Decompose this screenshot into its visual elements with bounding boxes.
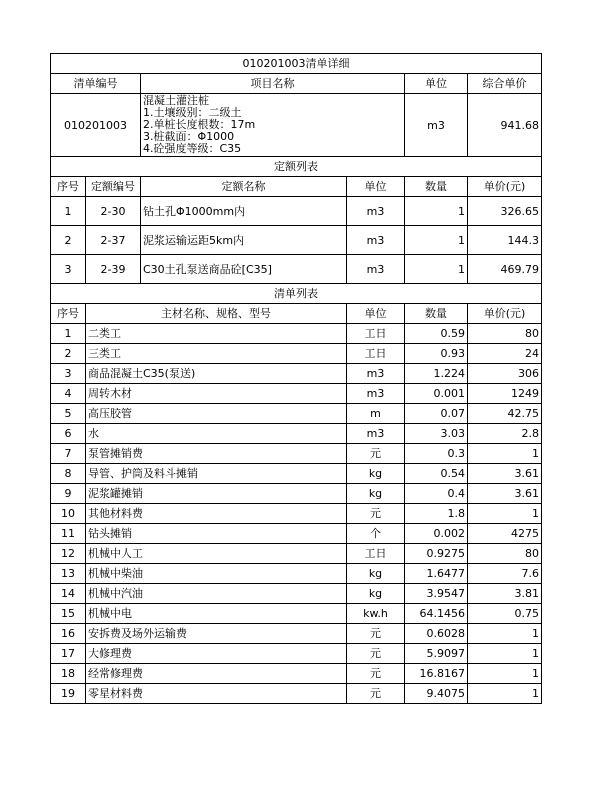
material-name: 高压胶管 <box>86 404 347 424</box>
material-qty: 0.4 <box>405 484 468 504</box>
material-qty: 9.4075 <box>405 684 468 704</box>
material-unit-price: 7.6 <box>468 564 542 584</box>
material-seq: 16 <box>51 624 86 644</box>
item-code: 010201003 <box>51 94 141 157</box>
material-name: 零星材料费 <box>86 684 347 704</box>
material-header-row <box>51 304 542 324</box>
material-unit: 工日 <box>347 324 405 344</box>
material-row <box>51 624 542 644</box>
material-name: 机械中柴油 <box>86 564 347 584</box>
material-name: 泵管摊销费 <box>86 444 347 464</box>
material-seq: 17 <box>51 644 86 664</box>
quota-qty: 1 <box>405 255 468 284</box>
material-seq: 2 <box>51 344 86 364</box>
material-name: 泥浆罐摊销 <box>86 484 347 504</box>
quota-code: 2-37 <box>86 226 141 255</box>
material-unit: m <box>347 404 405 424</box>
material-qty: 0.93 <box>405 344 468 364</box>
quota-name: C30土孔泵送商品砼[C35] <box>141 255 347 284</box>
material-qty: 3.9547 <box>405 584 468 604</box>
material-unit: 元 <box>347 644 405 664</box>
quota-section-title-row <box>51 157 542 177</box>
quota-name: 泥浆运输运距5km内 <box>141 226 347 255</box>
material-name: 机械中汽油 <box>86 584 347 604</box>
bill-header-row <box>51 74 542 94</box>
material-header-qty: 数量 <box>405 304 468 324</box>
material-qty: 0.3 <box>405 444 468 464</box>
quota-unit: m3 <box>347 197 405 226</box>
material-unit-price: 1 <box>468 504 542 524</box>
quota-header-unit-price: 单价(元) <box>468 177 542 197</box>
material-name: 三类工 <box>86 344 347 364</box>
material-unit: kg <box>347 464 405 484</box>
quota-rows <box>51 197 542 284</box>
material-qty: 0.6028 <box>405 624 468 644</box>
item-name-line: 3.桩截面：Φ1000 <box>143 130 235 143</box>
material-unit: 元 <box>347 624 405 644</box>
material-row <box>51 384 542 404</box>
material-row <box>51 644 542 664</box>
quota-unit: m3 <box>347 226 405 255</box>
quota-header-qty: 数量 <box>405 177 468 197</box>
item-price: 941.68 <box>468 94 542 157</box>
material-qty: 5.9097 <box>405 644 468 664</box>
material-row <box>51 544 542 564</box>
material-name: 安拆费及场外运输费 <box>86 624 347 644</box>
quota-code: 2-39 <box>86 255 141 284</box>
material-qty: 0.54 <box>405 464 468 484</box>
material-unit: 元 <box>347 504 405 524</box>
material-seq: 9 <box>51 484 86 504</box>
material-unit-price: 1 <box>468 684 542 704</box>
material-qty: 1.224 <box>405 364 468 384</box>
quota-qty: 1 <box>405 197 468 226</box>
quota-name: 钻土孔Φ1000mm内 <box>141 197 347 226</box>
item-unit: m3 <box>405 94 468 157</box>
material-seq: 5 <box>51 404 86 424</box>
material-unit-price: 4275 <box>468 524 542 544</box>
material-name: 经常修理费 <box>86 664 347 684</box>
quota-seq: 2 <box>51 226 86 255</box>
material-unit: kg <box>347 584 405 604</box>
material-name: 钻头摊销 <box>86 524 347 544</box>
material-header-unit-price: 单价(元) <box>468 304 542 324</box>
item-name-line: 4.砼强度等级：C35 <box>143 142 242 155</box>
material-seq: 15 <box>51 604 86 624</box>
quota-unit-price: 326.65 <box>468 197 542 226</box>
material-seq: 14 <box>51 584 86 604</box>
material-name: 机械中人工 <box>86 544 347 564</box>
material-unit-price: 3.61 <box>468 464 542 484</box>
material-unit-price: 1 <box>468 644 542 664</box>
quota-seq: 1 <box>51 197 86 226</box>
material-qty: 0.9275 <box>405 544 468 564</box>
item-name <box>141 94 405 157</box>
material-unit: kw.h <box>347 604 405 624</box>
material-header-name: 主材名称、规格、型号 <box>86 304 347 324</box>
quota-unit: m3 <box>347 255 405 284</box>
material-row <box>51 524 542 544</box>
material-unit-price: 1 <box>468 664 542 684</box>
material-unit-price: 3.81 <box>468 584 542 604</box>
quota-header-code: 定额编号 <box>86 177 141 197</box>
material-unit: 工日 <box>347 544 405 564</box>
material-seq: 13 <box>51 564 86 584</box>
quota-header-name: 定额名称 <box>141 177 347 197</box>
bill-detail-table <box>50 53 542 704</box>
material-seq: 4 <box>51 384 86 404</box>
material-unit-price: 3.61 <box>468 484 542 504</box>
material-header-seq: 序号 <box>51 304 86 324</box>
material-name: 周转木材 <box>86 384 347 404</box>
material-unit: m3 <box>347 364 405 384</box>
material-unit-price: 24 <box>468 344 542 364</box>
material-seq: 7 <box>51 444 86 464</box>
material-seq: 11 <box>51 524 86 544</box>
material-seq: 1 <box>51 324 86 344</box>
material-qty: 16.8167 <box>405 664 468 684</box>
material-unit-price: 80 <box>468 544 542 564</box>
header-unit: 单位 <box>405 74 468 94</box>
material-row <box>51 444 542 464</box>
item-name-line: 1.土壤级别：二级土 <box>143 106 242 119</box>
material-qty: 0.07 <box>405 404 468 424</box>
material-row <box>51 404 542 424</box>
quota-row <box>51 255 542 284</box>
item-name-line: 混凝土灌注桩 <box>143 94 209 107</box>
material-seq: 18 <box>51 664 86 684</box>
material-seq: 10 <box>51 504 86 524</box>
material-unit: 元 <box>347 684 405 704</box>
quota-seq: 3 <box>51 255 86 284</box>
material-qty: 0.59 <box>405 324 468 344</box>
material-unit: kg <box>347 484 405 504</box>
quota-code: 2-30 <box>86 197 141 226</box>
material-row <box>51 424 542 444</box>
material-unit: 元 <box>347 664 405 684</box>
material-section-title-row <box>51 284 542 304</box>
material-unit-price: 80 <box>468 324 542 344</box>
material-unit: kg <box>347 564 405 584</box>
material-rows <box>51 324 542 704</box>
item-name-line: 2.单桩长度根数：17m <box>143 118 256 131</box>
bill-item-row <box>51 94 542 157</box>
material-row <box>51 324 542 344</box>
material-row <box>51 484 542 504</box>
material-unit-price: 42.75 <box>468 404 542 424</box>
material-unit-price: 0.75 <box>468 604 542 624</box>
quota-header-row <box>51 177 542 197</box>
title-row <box>51 54 542 74</box>
material-row <box>51 584 542 604</box>
material-row <box>51 684 542 704</box>
material-qty: 0.001 <box>405 384 468 404</box>
material-row <box>51 604 542 624</box>
material-unit-price: 306 <box>468 364 542 384</box>
material-row <box>51 504 542 524</box>
material-name: 导管、护筒及料斗摊销 <box>86 464 347 484</box>
material-name: 其他材料费 <box>86 504 347 524</box>
quota-row <box>51 226 542 255</box>
material-unit-price: 1249 <box>468 384 542 404</box>
material-row <box>51 364 542 384</box>
material-qty: 3.03 <box>405 424 468 444</box>
material-name: 水 <box>86 424 347 444</box>
material-row <box>51 664 542 684</box>
material-name: 机械中电 <box>86 604 347 624</box>
quota-row <box>51 197 542 226</box>
quota-qty: 1 <box>405 226 468 255</box>
material-name: 大修理费 <box>86 644 347 664</box>
material-qty: 0.002 <box>405 524 468 544</box>
header-price: 综合单价 <box>468 74 542 94</box>
material-unit-price: 1 <box>468 624 542 644</box>
material-unit: m3 <box>347 424 405 444</box>
material-row <box>51 564 542 584</box>
material-seq: 12 <box>51 544 86 564</box>
material-seq: 3 <box>51 364 86 384</box>
material-seq: 6 <box>51 424 86 444</box>
quota-unit-price: 469.79 <box>468 255 542 284</box>
material-row <box>51 464 542 484</box>
material-name: 二类工 <box>86 324 347 344</box>
material-unit: 个 <box>347 524 405 544</box>
quota-header-seq: 序号 <box>51 177 86 197</box>
material-unit-price: 2.8 <box>468 424 542 444</box>
material-row <box>51 344 542 364</box>
material-name: 商品混凝土C35(泵送) <box>86 364 347 384</box>
material-unit: 元 <box>347 444 405 464</box>
material-unit: 工日 <box>347 344 405 364</box>
quota-header-unit: 单位 <box>347 177 405 197</box>
material-qty: 1.6477 <box>405 564 468 584</box>
material-unit: m3 <box>347 384 405 404</box>
material-unit-price: 1 <box>468 444 542 464</box>
quota-section-title: 定额列表 <box>51 157 542 177</box>
header-name: 项目名称 <box>141 74 405 94</box>
header-code: 清单编号 <box>51 74 141 94</box>
material-seq: 8 <box>51 464 86 484</box>
material-qty: 1.8 <box>405 504 468 524</box>
material-qty: 64.1456 <box>405 604 468 624</box>
material-seq: 19 <box>51 684 86 704</box>
table-title: 010201003清单详细 <box>51 54 542 74</box>
material-header-unit: 单位 <box>347 304 405 324</box>
quota-unit-price: 144.3 <box>468 226 542 255</box>
material-section-title: 清单列表 <box>51 284 542 304</box>
